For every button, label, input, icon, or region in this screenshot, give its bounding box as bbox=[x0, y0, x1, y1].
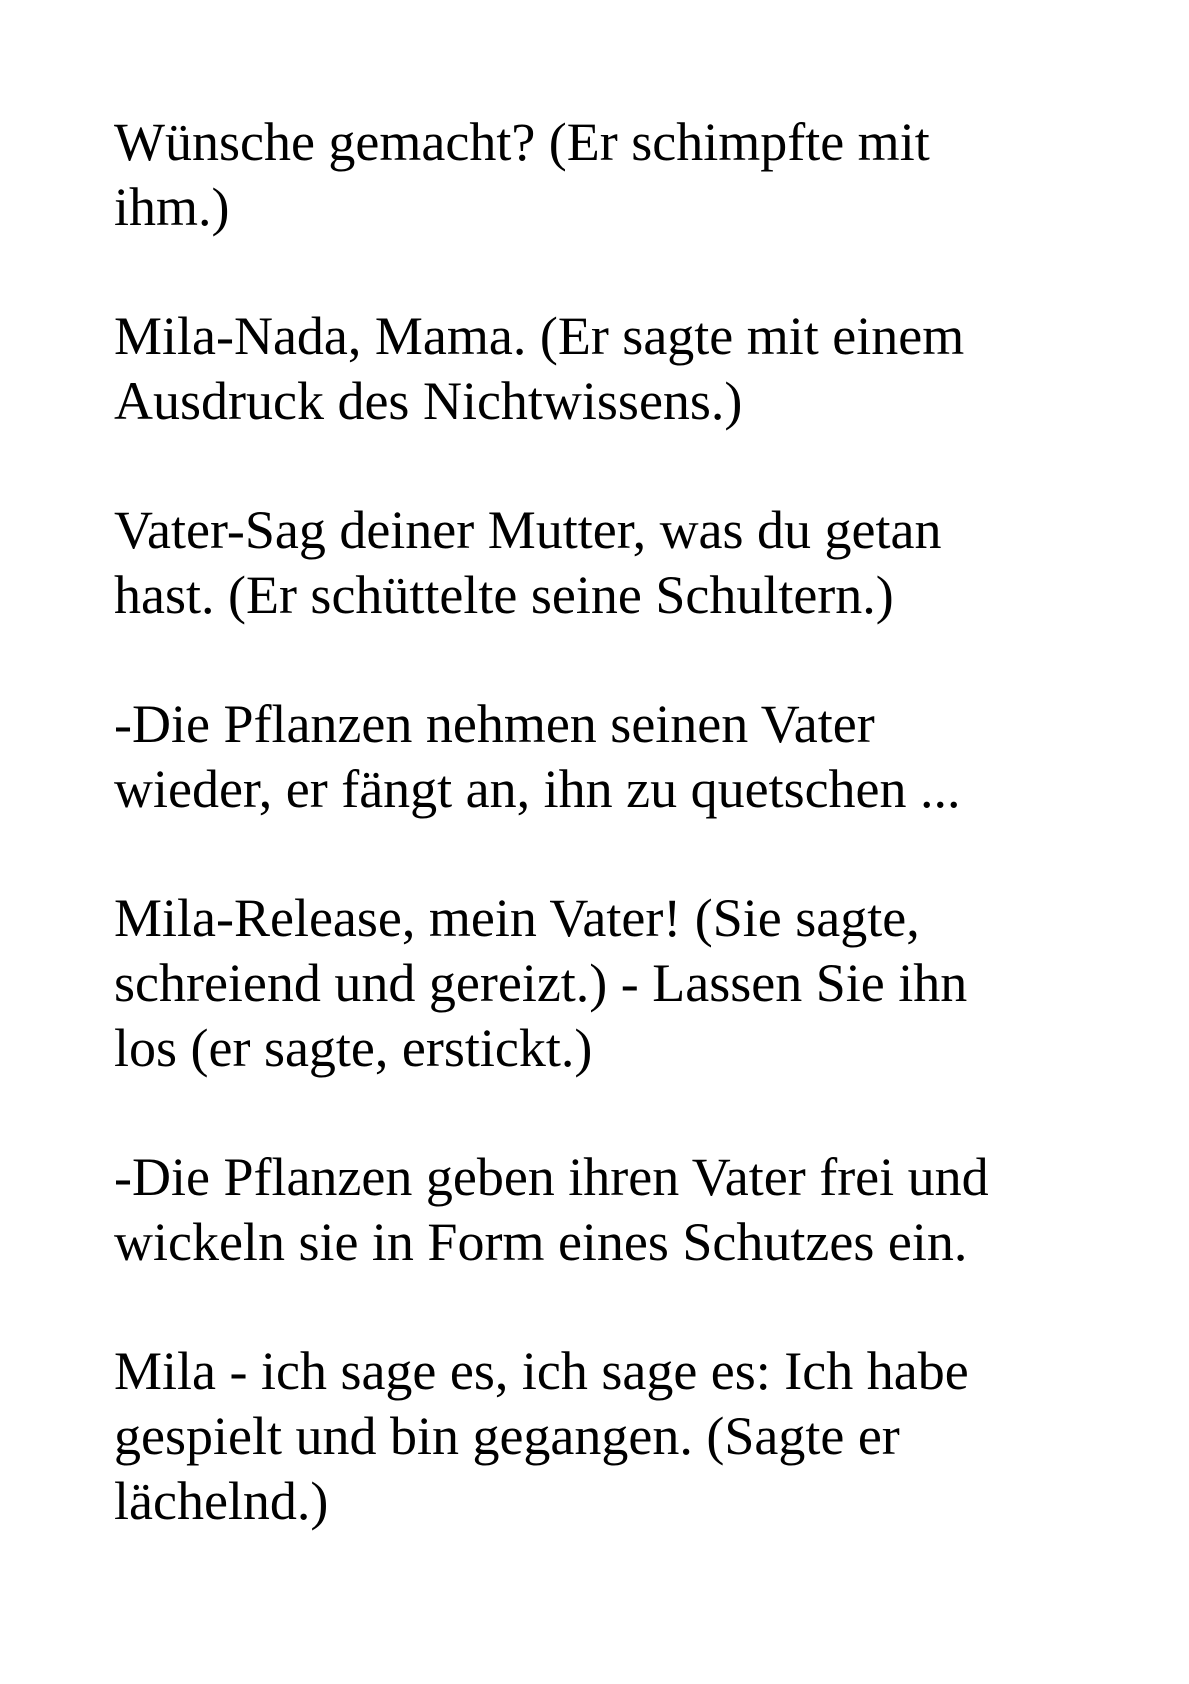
paragraph: Wünsche gemacht? (Er schimpfte mit ihm.) bbox=[114, 112, 930, 237]
paragraph: Mila - ich sage es, ich sage es: Ich habe gespielt und bin gegangen. (Sagte er lächelnd.) bbox=[114, 1341, 969, 1531]
paragraph: -Die Pflanzen geben ihren Vater frei und wickeln sie in Form eines Schutzes ein. bbox=[114, 1147, 989, 1272]
paragraph: Mila-Release, mein Vater! (Sie sagte, schreiend und gereizt.) - Lassen Sie ihn los (er sagte, erstickt.) bbox=[114, 888, 968, 1078]
paragraph: Mila-Nada, Mama. (Er sagte mit einem Ausdruck des Nichtwissens.) bbox=[114, 306, 965, 431]
paragraph: Vater-Sag deiner Mutter, was du getan hast. (Er schüttelte seine Schultern.) bbox=[114, 500, 942, 625]
paragraph: -Die Pflanzen nehmen seinen Vater wieder, er fängt an, ihn zu quetschen ... bbox=[114, 694, 961, 819]
